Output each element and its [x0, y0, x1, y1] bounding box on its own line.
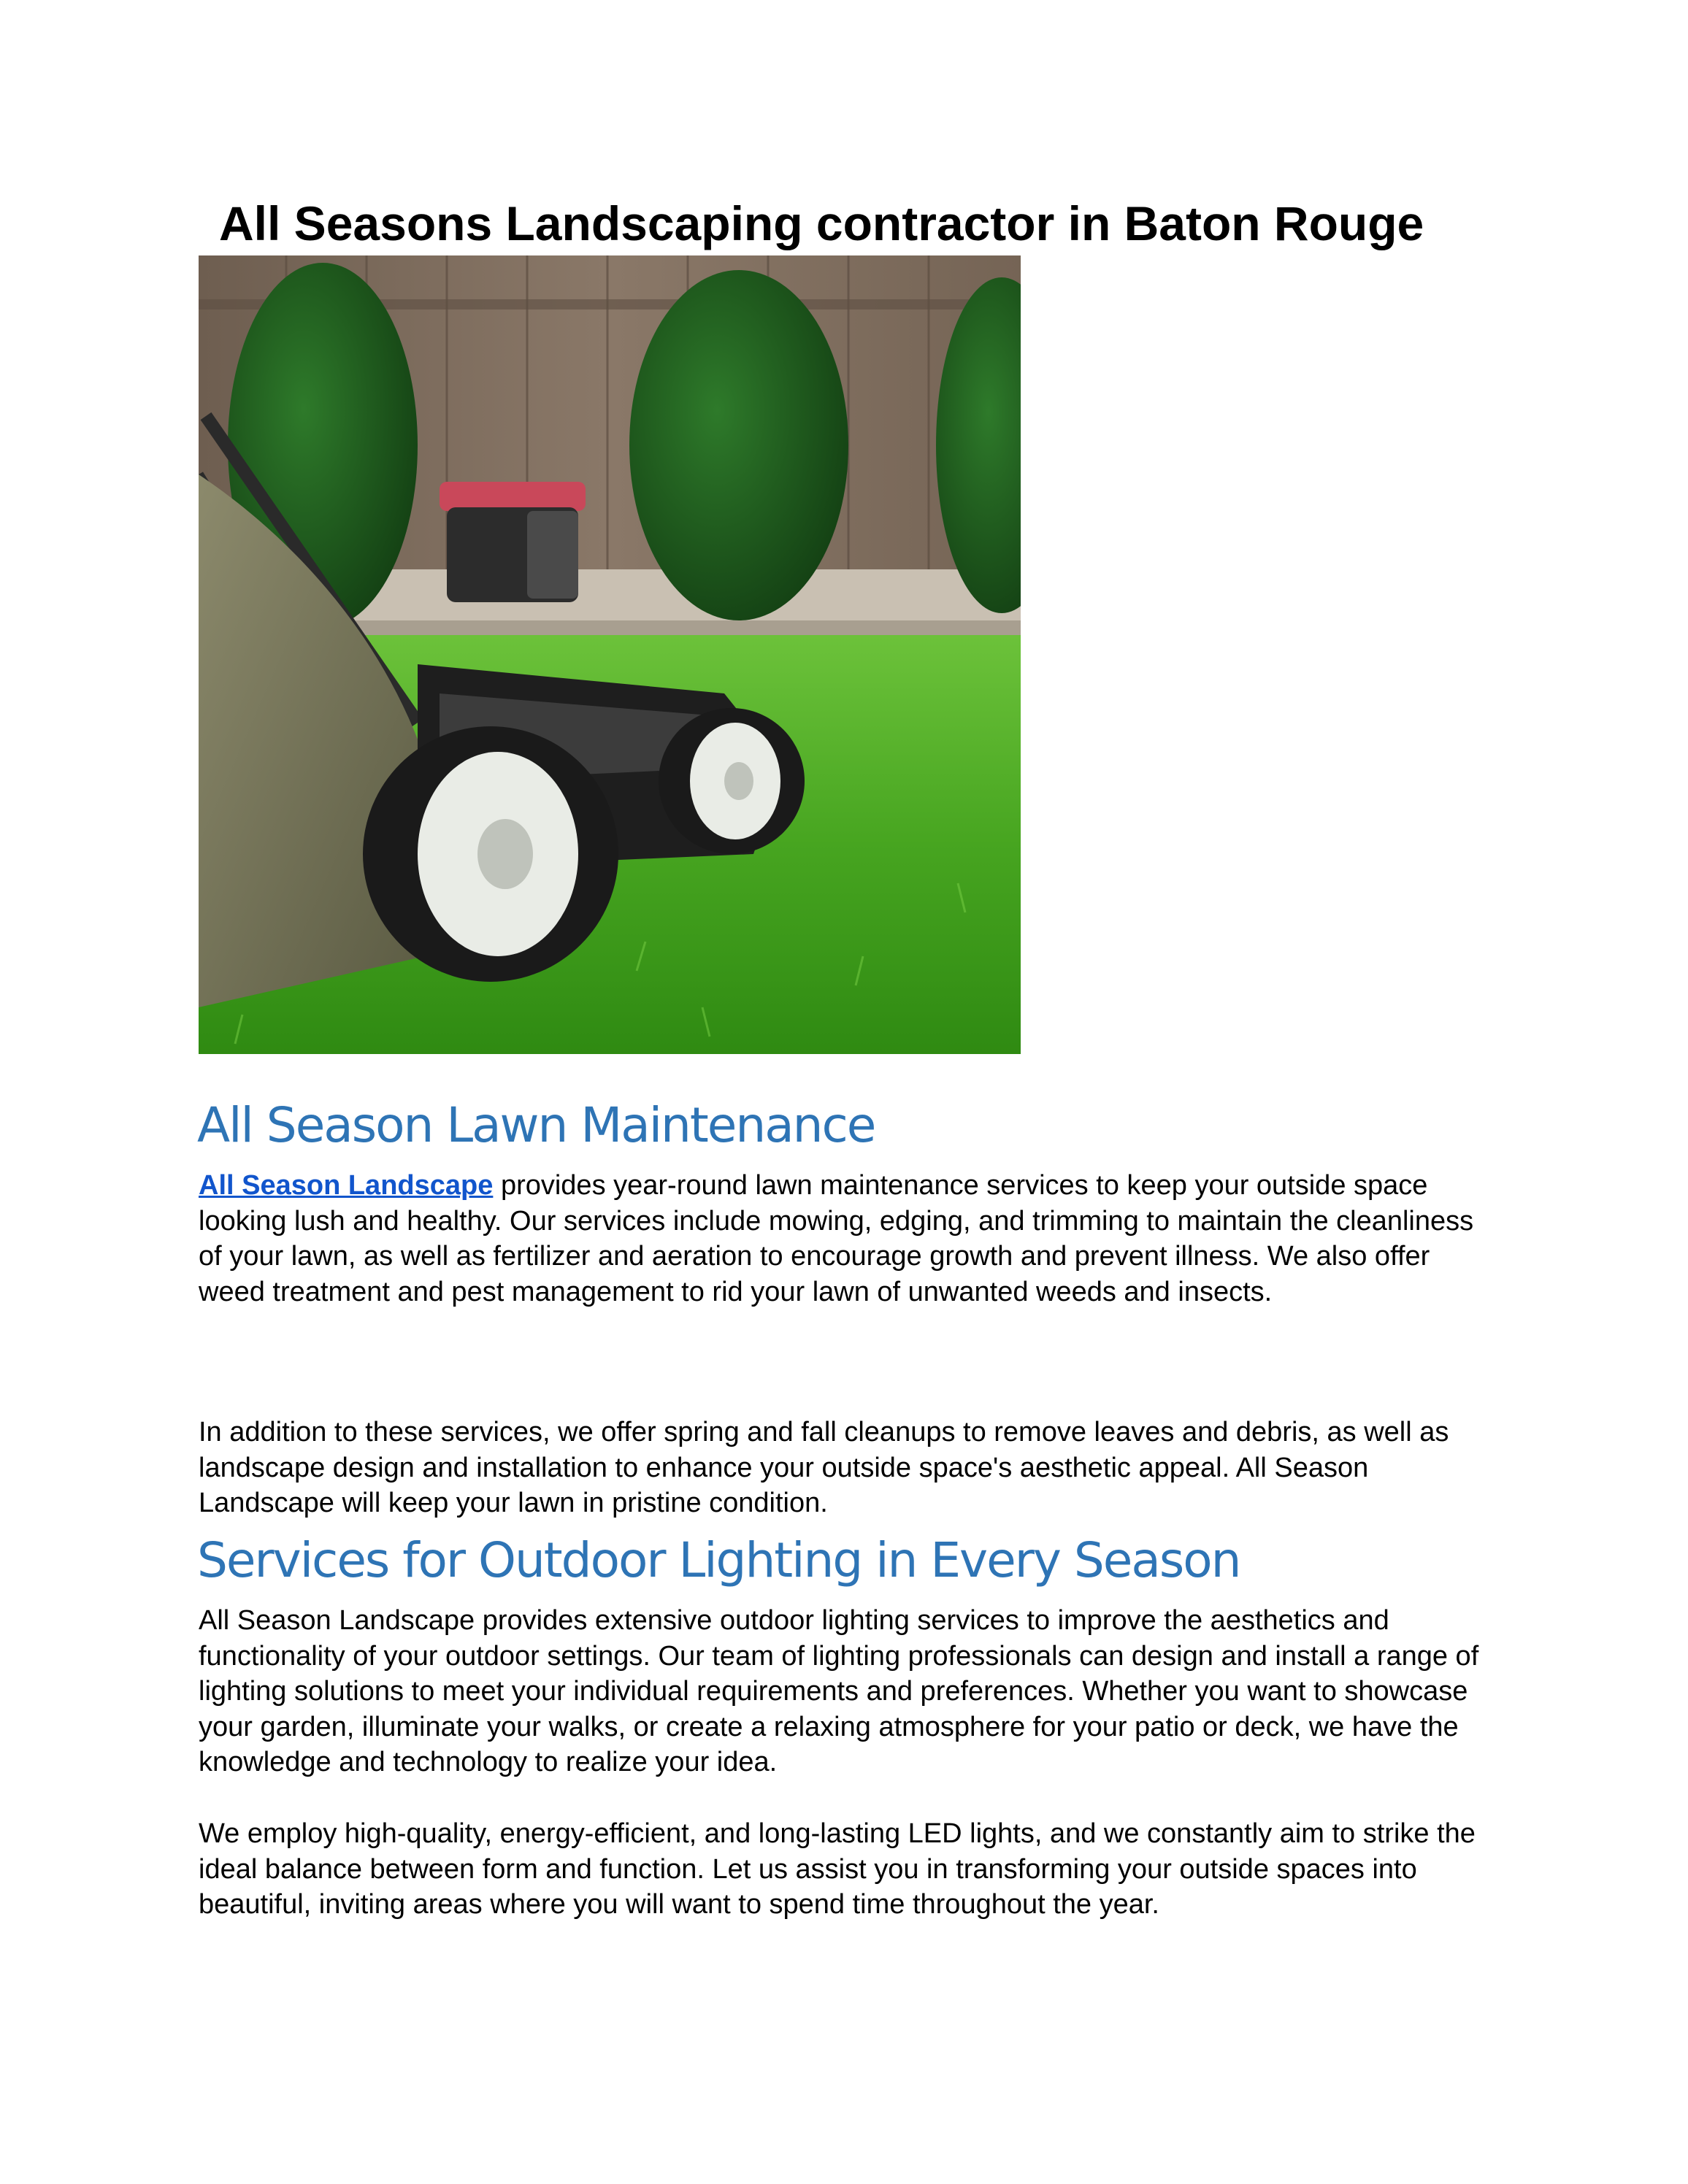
lawn-maintenance-heading: All Season Lawn Maintenance	[197, 1097, 875, 1153]
lawn-maintenance-text: provides year-round lawn maintenance services to keep your outside space looking lush and healthy. Our services include mowing, edging, and trimming to maintain the cleanliness of your lawn, as well as fertilizer and aeration to encourage growth and prevent illness. We also offer weed treatment and pest management to rid your lawn of unwanted weeds and insects.	[199, 1170, 1474, 1307]
page-title: All Seasons Landscaping contractor in Baton Rouge	[219, 196, 1424, 250]
lawn-maintenance-paragraph	[199, 1168, 1484, 1310]
lawn-mower-photo	[199, 255, 1021, 1054]
outdoor-lighting-paragraph: All Season Landscape provides extensive outdoor lighting services to improve the aesthetics and functionality of your outdoor settings. Our team of lighting professionals can design and install a range of lighting solutions to meet your individual requirements and preferences. Whether you want to showcase your garden, illuminate your walks, or create a relaxing atmosphere for your patio or deck, we have the knowledge and technology to realize your idea.	[199, 1605, 1479, 1777]
all-season-landscape-link[interactable]: All Season Landscape	[199, 1170, 494, 1201]
cleanups-paragraph: In addition to these services, we offer spring and fall cleanups to remove leaves and debris, as well as landscape design and installation to enhance your outside space's aesthetic appeal. All Season Landscape will keep your lawn in pristine condition.	[199, 1417, 1449, 1518]
led-lights-paragraph: We employ high-quality, energy-efficient, and long-lasting LED lights, and we constantly aim to strike the ideal balance between form and function. Let us assist you in transforming your outside spaces into beautiful, inviting areas where you will want to spend time throughout the year.	[199, 1818, 1476, 1920]
outdoor-lighting-heading: Services for Outdoor Lighting in Every Season	[197, 1532, 1240, 1588]
